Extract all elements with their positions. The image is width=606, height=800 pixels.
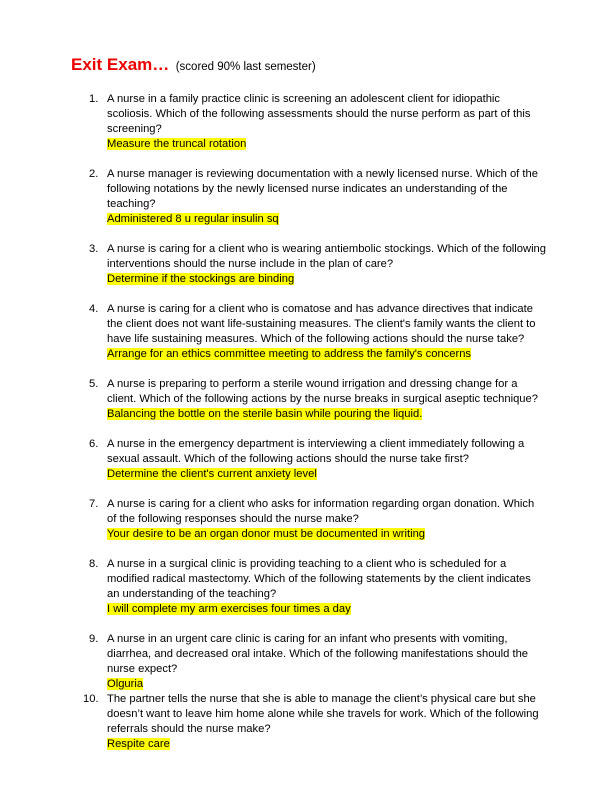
- question-item: [0, 302, 606, 362]
- question-text: A nurse is preparing to perform a sterile wound irrigation and dressing change for a client. Which of the following actions by the nurse breaks in surgical aseptic technique?: [107, 378, 538, 405]
- highlighted-answer: Determine the client's current anxiety level: [107, 468, 317, 480]
- highlighted-answer: Determine if the stockings are binding: [107, 273, 295, 285]
- highlighted-answer: I will complete my arm exercises four times a day: [107, 603, 351, 615]
- question-text: A nurse is caring for a client who is wearing antiembolic stockings. Which of the following interventions should the nurse include in the plan of care?: [107, 243, 547, 270]
- question-list: [0, 92, 606, 767]
- question-item: [0, 167, 606, 227]
- question-number: 10.: [83, 693, 99, 705]
- highlighted-answer: Your desire to be an organ donor must be documented in writing: [107, 528, 426, 540]
- question-item: [0, 92, 606, 152]
- question-number: 4.: [89, 303, 99, 315]
- question-text: A nurse manager is reviewing documentation with a newly licensed nurse. Which of the following notations by the newly licensed nurse indicates an understanding of the teaching?: [107, 168, 538, 210]
- question-text: A nurse in an urgent care clinic is caring for an infant who presents with vomiting, diarrhea, and decreased oral intake. Which of the following manifestations should the nurse expect?: [107, 633, 529, 675]
- highlighted-answer: Arrange for an ethics committee meeting to address the family's concerns: [107, 348, 472, 360]
- exam-subtitle: (scored 90% last semester): [175, 61, 316, 73]
- highlighted-answer: Olguria: [107, 678, 144, 690]
- question-number: 5.: [89, 378, 99, 390]
- question-item: [0, 692, 606, 752]
- document-heading: [71, 55, 316, 75]
- question-text: A nurse is caring for a client who is comatose and has advance directives that indicate the client does not want life-sustaining measures. The client's family wants the client to have life sustaining measures. Which of the following actions should the nurse take?: [107, 303, 536, 345]
- question-text: A nurse in a family practice clinic is screening an adolescent client for idiopathic scoliosis. Which of the following assessments should the nurse perform as part of this screening?: [107, 93, 531, 135]
- question-number: 8.: [89, 558, 99, 570]
- highlighted-answer: Measure the truncal rotation: [107, 138, 247, 150]
- question-item: [0, 632, 606, 692]
- question-number: 6.: [89, 438, 99, 450]
- question-text: A nurse in the emergency department is interviewing a client immediately following a sexual assault. Which of the following actions should the nurse take first?: [107, 438, 525, 465]
- question-item: [0, 242, 606, 287]
- question-item: [0, 377, 606, 422]
- question-item: [0, 497, 606, 542]
- question-number: 3.: [89, 243, 99, 255]
- highlighted-answer: Balancing the bottle on the sterile basin while pouring the liquid.: [107, 408, 423, 420]
- question-number: 1.: [89, 93, 99, 105]
- exam-title: Exit Exam…: [71, 55, 170, 74]
- question-number: 7.: [89, 498, 99, 510]
- question-number: 9.: [89, 633, 99, 645]
- question-text: A nurse is caring for a client who asks for information regarding organ donation. Which of the following responses should the nurse make?: [107, 498, 535, 525]
- question-item: [0, 557, 606, 617]
- highlighted-answer: Respite care: [107, 738, 170, 750]
- question-text: The partner tells the nurse that she is able to manage the client’s physical care but she doesn’t want to leave him home alone while she travels for work. Which of the following referrals should the nurse make?: [107, 693, 539, 735]
- question-text: A nurse in a surgical clinic is providing teaching to a client who is scheduled for a modified radical mastectomy. Which of the following statements by the client indicates an understanding of the teaching?: [107, 558, 531, 600]
- question-number: 2.: [89, 168, 99, 180]
- question-item: [0, 437, 606, 482]
- highlighted-answer: Administered 8 u regular insulin sq: [107, 213, 279, 225]
